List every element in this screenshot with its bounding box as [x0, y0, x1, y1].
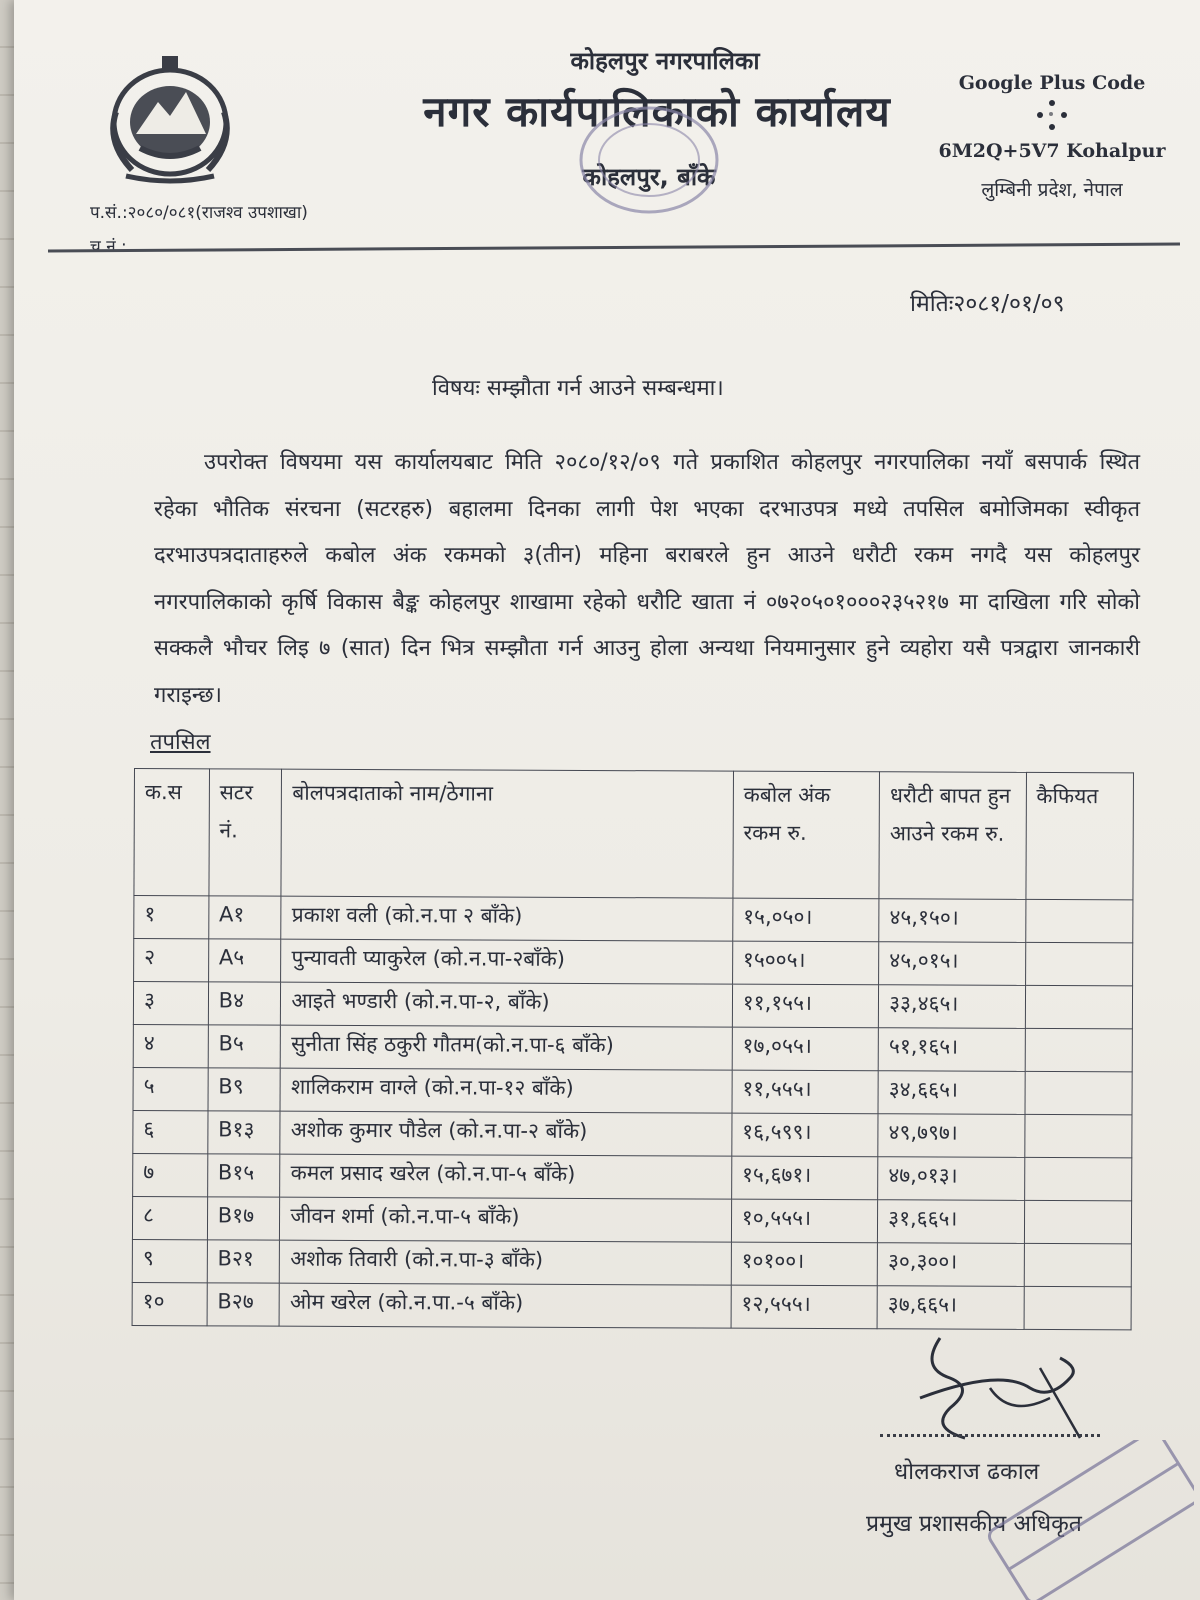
cell-serial: ६ — [133, 1110, 208, 1153]
cell-serial: २ — [134, 939, 209, 982]
cell-deposit: ३१,६६५। — [878, 1200, 1025, 1244]
cell-deposit: ३३,४६५। — [879, 985, 1026, 1029]
cell-serial: ३ — [133, 982, 208, 1025]
cell-serial: ४ — [133, 1024, 208, 1067]
cell-serial: ५ — [133, 1067, 208, 1110]
cell-bid-amount: १६,५९९। — [732, 1113, 879, 1157]
dispatch-number: च.नं.: — [90, 237, 127, 257]
col-name-address: बोलपत्रदाताको नाम/ठेगाना — [281, 769, 733, 898]
cell-name-address: पुन्यावती प्याकुरेल (को.न.पा-२बाँके) — [281, 939, 733, 984]
cell-remarks — [1024, 1286, 1132, 1329]
cell-deposit: ३७,६६५। — [877, 1286, 1024, 1330]
cell-deposit: ४७,०१३। — [878, 1157, 1025, 1201]
cell-name-address: प्रकाश वली (को.न.पा २ बाँके) — [281, 896, 733, 941]
cell-name-address: अशोक कुमार पौडेल (को.न.पा-२ बाँके) — [280, 1111, 732, 1156]
cell-name-address: कमल प्रसाद खरेल (को.न.पा-५ बाँके) — [280, 1154, 732, 1199]
plus-code-label: Google Plus Code — [958, 72, 1146, 94]
cell-name-address: आइते भण्डारी (को.न.पा-२, बाँके) — [281, 982, 733, 1027]
cell-shutter: B२१ — [207, 1240, 280, 1283]
table-row — [133, 982, 1132, 1029]
cell-remarks — [1024, 1157, 1132, 1200]
signature — [880, 1328, 1110, 1458]
cell-serial: १ — [134, 896, 209, 939]
page-edge — [0, 0, 14, 1600]
cell-serial: ८ — [132, 1196, 207, 1239]
cell-shutter: B२७ — [207, 1283, 280, 1326]
cell-shutter: B१५ — [207, 1154, 280, 1197]
reference-number: प.सं.:२०८०/०८१(राजश्व उपशाखा) — [90, 203, 308, 223]
letter-subject: विषयः सम्झौता गर्न आउने सम्बन्धमा। — [432, 376, 724, 401]
cell-remarks — [1025, 1028, 1133, 1071]
table-row — [132, 1196, 1131, 1243]
cell-shutter: B४ — [208, 982, 281, 1025]
cell-name-address: शालिकराम वाग्ले (को.न.पा-१२ बाँके) — [280, 1068, 732, 1113]
table-row — [133, 1110, 1132, 1157]
cell-bid-amount: १५००५। — [732, 941, 879, 985]
cell-bid-amount: १७,०५५। — [732, 1027, 879, 1071]
letter-body: उपरोक्त विषयमा यस कार्यालयबाट मिति २०८०/१२/०९ गते प्रकाशित कोहलपुर नगरपालिका नयाँ बसपार्क स्थित रहेका भौतिक संरचना (सटरहरु) बहालमा दिनका लागी पेश भएका दरभाउपत्र मध्ये तपसिल बमोजिमका स्वीकृत दरभाउपत्रदाताहरुले कबोल अंक रकमको ३(तीन) महिना बराबरले हुन आउने धरौटी रकम नगदै यस कोहलपुर नगरपालिकाको कृर्षि विकास बैङ्क कोहलपुर शाखामा रहेको धरौटि खाता नं ०७२०५०१०००२३५२१७ मा दाखिला गरि सोको सक्कलै भौचर लिइ ७ (सात) दिन भित्र सम्झौता गर्न आउनु होला अन्यथा नियमानुसार हुने व्यहोरा यसै पत्रद्वारा जानकारी गराइन्छ। — [154, 450, 1140, 708]
plus-code: 6M2Q+5V7 Kohalpur — [938, 140, 1166, 162]
table-row — [133, 1153, 1132, 1200]
cell-shutter: B५ — [208, 1025, 281, 1068]
cell-bid-amount: १०१००। — [731, 1242, 878, 1286]
table-row — [132, 1282, 1131, 1329]
col-remarks: कैफियत — [1025, 772, 1133, 899]
cell-serial: ९ — [132, 1239, 207, 1282]
details-heading: तपसिल — [150, 730, 211, 755]
plus-code-icon — [1032, 100, 1072, 134]
cell-deposit: ५१,१६५। — [878, 1028, 1025, 1072]
office-place: कोहलपुर, बाँके — [582, 163, 716, 191]
signatory-title: प्रमुख प्रशासकीय अधिकृत — [866, 1511, 1082, 1537]
cell-serial: १० — [132, 1282, 207, 1325]
cell-remarks — [1024, 1243, 1132, 1286]
office-stamp — [574, 100, 724, 220]
cell-shutter: A५ — [208, 939, 281, 982]
cell-deposit: ४५,०१५। — [879, 942, 1026, 986]
cell-name-address: अशोक तिवारी (को.न.पा-३ बाँके) — [280, 1240, 732, 1285]
municipality-name: कोहलपुर नगरपालिका — [570, 47, 760, 75]
cell-remarks — [1025, 899, 1133, 942]
cell-bid-amount: ११,१५५। — [732, 984, 879, 1028]
cell-shutter: A१ — [208, 896, 281, 939]
cell-bid-amount: १०,५५५। — [731, 1199, 878, 1243]
cell-remarks — [1025, 985, 1133, 1028]
cell-remarks — [1024, 1200, 1132, 1243]
cell-serial: ७ — [133, 1153, 208, 1196]
cell-name-address: ओम खरेल (को.न.पा.-५ बाँके) — [279, 1283, 731, 1328]
cell-name-address: जीवन शर्मा (को.न.पा-५ बाँके) — [280, 1197, 732, 1242]
cell-deposit: ३०,३००। — [877, 1243, 1024, 1287]
table-row — [132, 1239, 1131, 1286]
province: लुम्बिनी प्रदेश, नेपाल — [981, 179, 1123, 201]
table-row — [134, 939, 1133, 986]
plus-code-block — [932, 72, 1172, 202]
cell-remarks — [1024, 1071, 1132, 1114]
col-deposit: धरौटी बापत हुन आउने रकम रु. — [879, 772, 1026, 900]
table-row — [134, 896, 1133, 943]
letter-page — [14, 0, 1200, 1600]
cell-deposit: ४९,७९७। — [878, 1114, 1025, 1158]
signature-line — [880, 1434, 1100, 1437]
cell-name-address: सुनीता सिंह ठकुरी गौतम(को.न.पा-६ बाँके) — [281, 1025, 733, 1070]
cell-deposit: ३४,६६५। — [878, 1071, 1025, 1115]
cell-deposit: ४५,१५०। — [879, 899, 1026, 943]
col-bid-amount: कबोल अंक रकम रु. — [733, 771, 880, 899]
signatory-name: धोलकराज ढकाल — [894, 1459, 1040, 1485]
cell-shutter: B९ — [208, 1068, 281, 1111]
col-serial: क.स — [134, 769, 209, 896]
cell-remarks — [1024, 1114, 1132, 1157]
table-row — [133, 1024, 1132, 1071]
cell-bid-amount: १५,६७१। — [731, 1156, 878, 1200]
table-header-row — [134, 769, 1134, 900]
official-seal — [974, 1440, 1194, 1600]
bidder-table — [132, 768, 1134, 1330]
cell-shutter: B१३ — [208, 1111, 281, 1154]
office-name: नगर कार्यपालिकाको कार्यालय — [423, 87, 891, 136]
col-shutter: सटर नं. — [209, 769, 282, 896]
cell-bid-amount: १२,५५५। — [731, 1285, 878, 1329]
header-divider — [48, 243, 1180, 253]
table-row — [133, 1067, 1132, 1114]
cell-bid-amount: ११,५५५। — [732, 1070, 879, 1114]
letter-date: मितिः२०८१/०१/०९ — [910, 291, 1065, 317]
cell-bid-amount: १५,०५०। — [733, 898, 880, 942]
cell-remarks — [1025, 942, 1133, 985]
cell-shutter: B१७ — [207, 1197, 280, 1240]
